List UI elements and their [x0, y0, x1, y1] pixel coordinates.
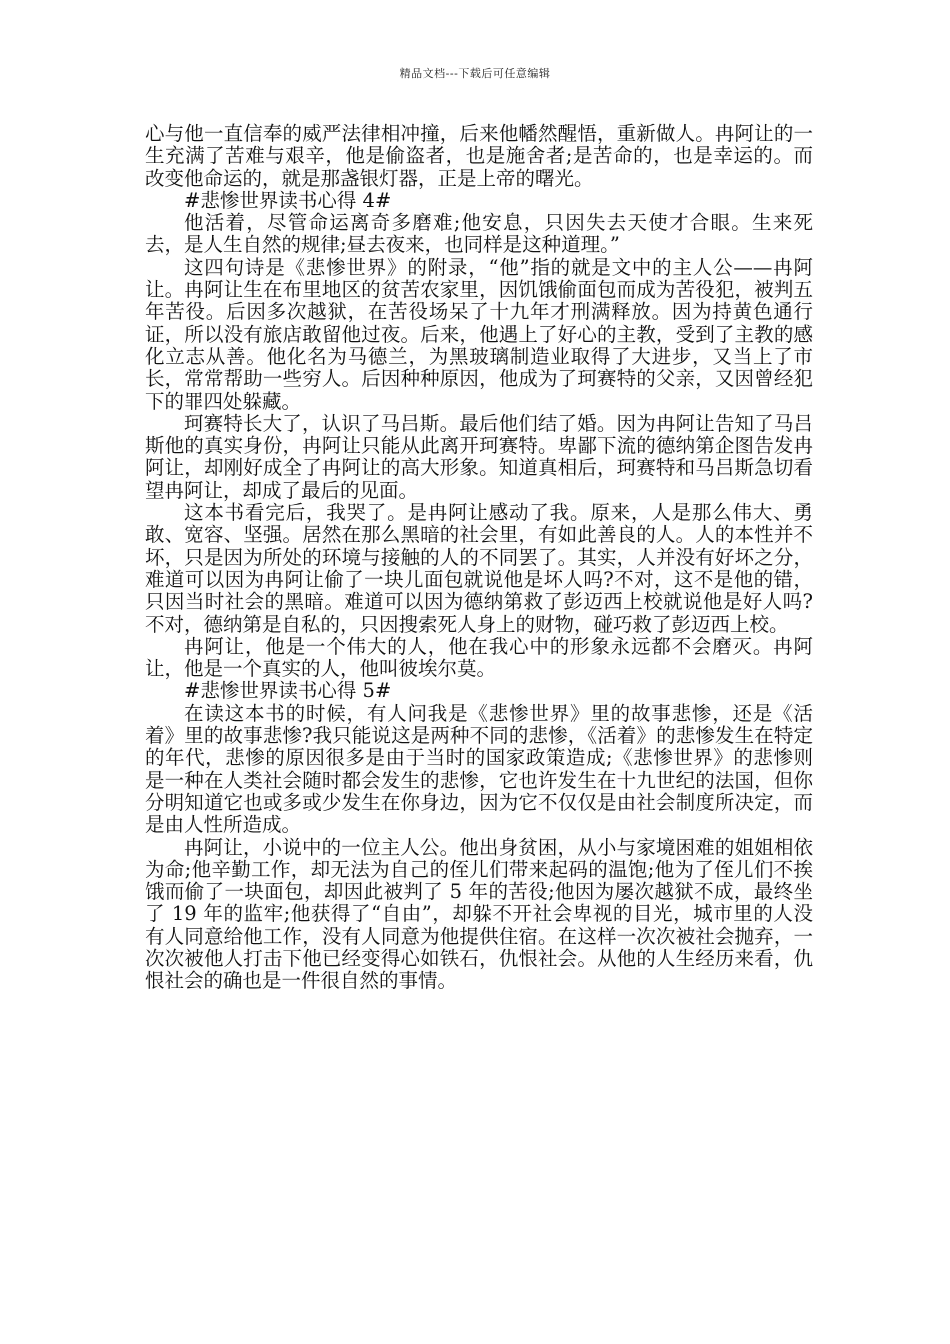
paragraph: 冉阿让，他是一个伟大的人，他在我心中的形象永远都不会磨灭。冉阿让，他是一个真实的人，他叫彼埃尔莫。 [145, 634, 813, 681]
document-body [145, 123, 813, 993]
paragraph: 这本书看完后，我哭了。是冉阿让感动了我。原来，人是那么伟大、勇敢、宽容、坚强。居然在那么黑暗的社会里，有如此善良的人。人的本性并不坏，只是因为所处的环境与接触的人的不同罢了。其实，人并没有好坏之分，难道可以因为冉阿让偷了一块儿面包就说他是坏人吗?不对，这不是他的错，只因当时社会的黑暗。难道可以因为德纳第救了彭迈西上校就说他是好人吗?不对，德纳第是自私的，只因搜索死人身上的财物，碰巧救了彭迈西上校。 [145, 501, 813, 636]
paragraph: 这四句诗是《悲惨世界》的附录，“他”指的就是文中的主人公——冉阿让。冉阿让生在布里地区的贫苦农家里，因饥饿偷面包而成为苦役犯，被判五年苦役。后因多次越狱，在苦役场呆了十九年才刑满释放。因为持黄色通行证，所以没有旅店敢留他过夜。后来，他遇上了好心的主教，受到了主教的感化立志从善。他化名为马德兰，为黑玻璃制造业取得了大进步，又当上了市长，常常帮助一些穷人。后因种种原因，他成为了珂赛特的父亲，又因曾经犯下的罪四处躲藏。 [145, 255, 813, 413]
paragraph-continuation: 心与他一直信奉的威严法律相冲撞，后来他幡然醒悟，重新做人。冉阿让的一生充满了苦难与艰辛，他是偷盗者，也是施舍者;是苦命的，也是幸运的。而改变他命运的，就是那盏银灯器，正是上帝的曙光。 [145, 122, 813, 190]
paragraph: 在读这本书的时候，有人问我是《悲惨世界》里的故事悲惨，还是《活着》里的故事悲惨?我只能说这是两种不同的悲惨，《活着》的悲惨发生在特定的年代，悲惨的原因很多是由于当时的国家政策造成;《悲惨世界》的悲惨则是一种在人类社会随时都会发生的悲惨，它也许发生在十九世纪的法国，但你分明知道它也或多或少发生在你身边，因为它不仅仅是由社会制度所决定，而是由人性所造成。 [145, 701, 813, 837]
paragraph: 冉阿让，小说中的一位主人公。他出身贫困，从小与家境困难的姐姐相依为命;他辛勤工作，却无法为自己的侄儿们带来起码的温饱;他为了侄儿们不挨饿而偷了一块面包，却因此被判了 5 年的苦役;他因为屡次越狱不成，最终坐了 19 年的监牢;他获得了“自由”，却躲不开社会卑视的目光，城市里的人没有人同意给他工作，没有人同意为他提供住宿。在这样一次次被社会抛弃，一次次被他人打击下他已经变得心如铁石，仇恨社会。从他的人生经历来看，仇恨社会的确也是一件很自然的事情。 [145, 835, 813, 993]
page-header: 精品文档---下载后可任意编辑 [399, 67, 551, 80]
section-heading-5: #悲惨世界读书心得 5# [184, 679, 392, 703]
poem-paragraph: 他活着，尽管命运离奇多磨难;他安息，只因失去天使才合眼。生来死去，是人生自然的规律;昼去夜来，也同样是这种道理。” [145, 211, 813, 257]
paragraph: 珂赛特长大了，认识了马吕斯。最后他们结了婚。因为冉阿让告知了马吕斯他的真实身份，冉阿让只能从此离开珂赛特。卑鄙下流的德纳第企图告发冉阿让，却刚好成全了冉阿让的高大形象。知道真相后，珂赛特和马吕斯急切看望冉阿让，却成了最后的见面。 [145, 411, 813, 502]
section-heading-4: #悲惨世界读书心得 4# [184, 188, 392, 212]
